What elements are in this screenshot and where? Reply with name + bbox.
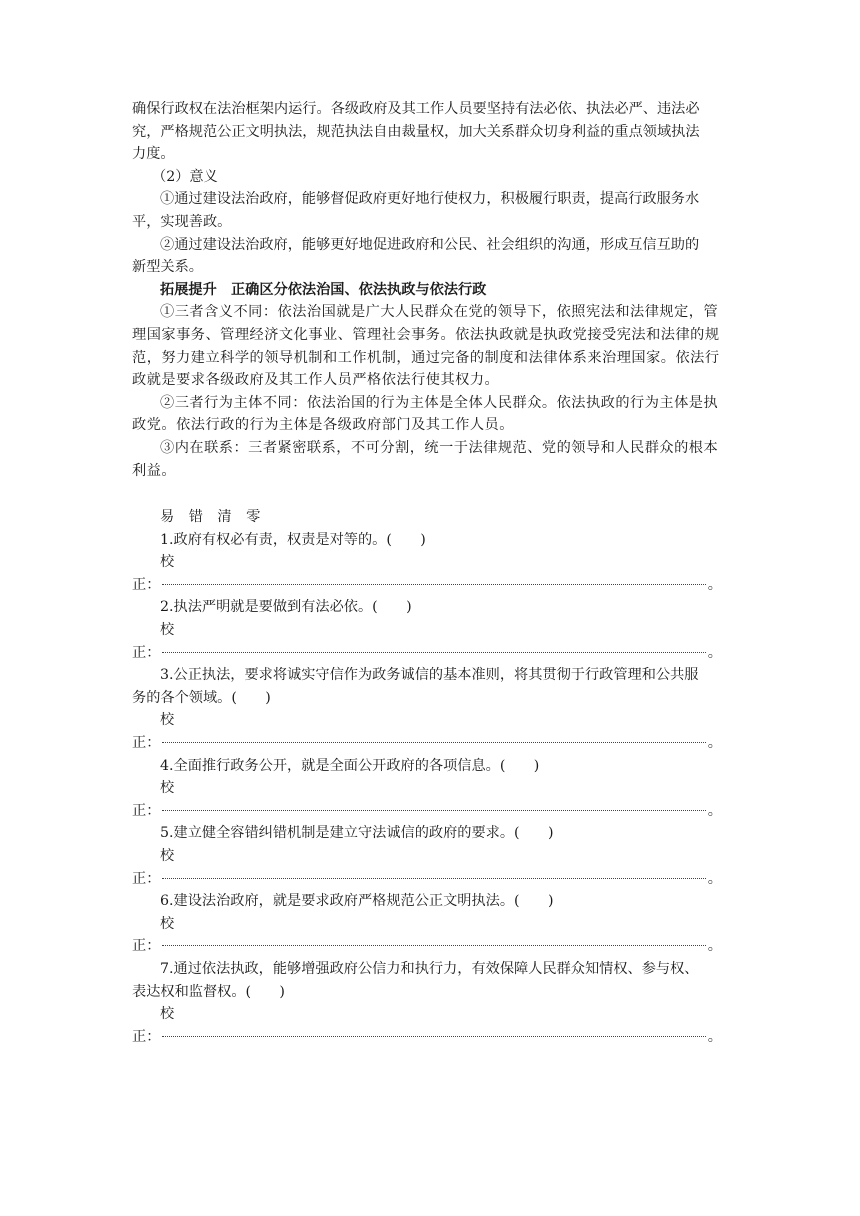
end-mark: 。 xyxy=(707,735,722,752)
correction-label: 正： xyxy=(132,644,161,661)
correction-char: 校 xyxy=(160,712,175,729)
statement-text: 2.执法严明就是要做到有法必依。( ) xyxy=(160,599,412,616)
correction-char: 校 xyxy=(160,554,175,571)
correction-label: 正： xyxy=(132,870,161,887)
correction-blank[interactable] xyxy=(162,584,705,585)
extension-point-2 xyxy=(132,392,722,437)
correction-line xyxy=(132,574,722,597)
correction-char: 校 xyxy=(160,622,175,639)
correction-char: 校 xyxy=(160,848,175,864)
correction-label: 正： xyxy=(132,802,161,819)
correction-label: 正： xyxy=(132,735,161,752)
spacer xyxy=(132,482,722,506)
error-item xyxy=(132,596,722,664)
text-line: 范，努力建立科学的领导机制和工作机制，通过完备的制度和法律体系来治理国家。依法行 xyxy=(132,349,720,366)
error-item xyxy=(132,890,722,958)
text-line: 理国家事务、管理经济文化事业、管理社会事务。依法执政就是执政党接受宪法和法律的规 xyxy=(132,326,720,343)
statement-text: 7.通过依法执政，能够增强政府公信力和执行力，有效保障人民群众知情权、参与权、 xyxy=(160,960,699,977)
text-line: 力度。 xyxy=(132,146,175,163)
end-mark: 。 xyxy=(707,576,722,593)
intro-paragraph xyxy=(132,98,722,166)
correction-label: 正： xyxy=(132,1028,161,1045)
statement-text: 1.政府有权必有责，权责是对等的。( ) xyxy=(160,531,426,548)
correction-char: 校 xyxy=(160,1006,175,1023)
correction-line xyxy=(132,868,722,891)
end-mark: 。 xyxy=(707,644,722,661)
errors-heading: 易 错 清 零 xyxy=(160,509,266,526)
significance-point-1 xyxy=(132,188,722,233)
correction-blank[interactable] xyxy=(162,945,705,946)
correction-blank[interactable] xyxy=(162,1036,705,1037)
text-line: 政就是要求各级政府及其工作人员严格依法行使其权力。 xyxy=(132,372,500,389)
text-line: 新型关系。 xyxy=(132,259,203,276)
text-line: 平，实现善政。 xyxy=(132,213,232,230)
extension-heading: 拓展提升 正确区分依法治国、依法执政与依法行政 xyxy=(160,281,487,298)
text-line: ①通过建设法治政府，能够督促政府更好地行使权力，积极履行职责，提高行政服务水 xyxy=(160,191,700,208)
correction-blank[interactable] xyxy=(162,878,705,879)
correction-line xyxy=(132,732,722,755)
end-mark: 。 xyxy=(707,938,722,955)
correction-blank[interactable] xyxy=(162,810,705,811)
significance-heading: （2）意义 xyxy=(152,168,218,185)
extension-point-3 xyxy=(132,437,722,482)
text-line: ①三者含义不同：依法治国就是广大人民群众在党的领导下，依照宪法和法律规定，管 xyxy=(160,304,719,321)
statement-text: 4.全面推行政务公开，就是全面公开政府的各项信息。( ) xyxy=(160,757,540,774)
correction-line xyxy=(132,642,722,665)
error-item xyxy=(132,958,722,1048)
correction-line xyxy=(132,1026,722,1049)
end-mark: 。 xyxy=(707,1028,722,1045)
text-line: ②三者行为主体不同：依法治国的行为主体是全体人民群众。依法执政的行为主体是执 xyxy=(160,394,719,411)
text-line: ②通过建设法治政府，能够更好地促进政府和公民、社会组织的沟通，形成互信互助的 xyxy=(160,236,700,253)
correction-blank[interactable] xyxy=(162,742,705,743)
error-item xyxy=(132,755,722,823)
correction-blank[interactable] xyxy=(162,652,705,653)
statement-text: 务的各个领域。( ) xyxy=(132,689,271,706)
correction-label: 正： xyxy=(132,576,161,593)
end-mark: 。 xyxy=(707,870,722,887)
statement-text: 6.建设法治政府，就是要求政府严格规范公正文明执法。( ) xyxy=(160,893,554,910)
text-line: 政党。依法行政的行为主体是各级政府部门及其工作人员。 xyxy=(132,417,514,434)
correction-label: 正： xyxy=(132,938,161,955)
document-page xyxy=(132,98,722,1048)
statement-text: 5.建立健全容错纠错机制是建立守法诚信的政府的要求。( ) xyxy=(160,825,554,842)
text-line: 究，严格规范公正文明执法，规范执法自由裁量权，加大关系群众切身利益的重点领域执法 xyxy=(132,123,700,140)
text-line: 利益。 xyxy=(132,462,177,479)
correction-char: 校 xyxy=(160,915,175,932)
error-item xyxy=(132,822,722,890)
correction-line xyxy=(132,935,722,958)
error-item xyxy=(132,664,722,754)
end-mark: 。 xyxy=(707,802,722,819)
correction-line xyxy=(132,800,722,823)
extension-point-1 xyxy=(132,301,722,391)
error-item xyxy=(132,529,722,597)
statement-text: 表达权和监督权。( ) xyxy=(132,983,285,1000)
text-line: ③内在联系：三者紧密联系，不可分割，统一于法律规范、党的领导和人民群众的根本 xyxy=(160,439,719,456)
text-line: 确保行政权在法治框架内运行。各级政府及其工作人员要坚持有法必依、执法必严、违法必 xyxy=(132,101,700,117)
significance-point-2 xyxy=(132,234,722,279)
statement-text: 3.公正执法，要求将诚实守信作为政务诚信的基本准则，将其贯彻于行政管理和公共服 xyxy=(160,667,699,684)
correction-char: 校 xyxy=(160,780,175,797)
